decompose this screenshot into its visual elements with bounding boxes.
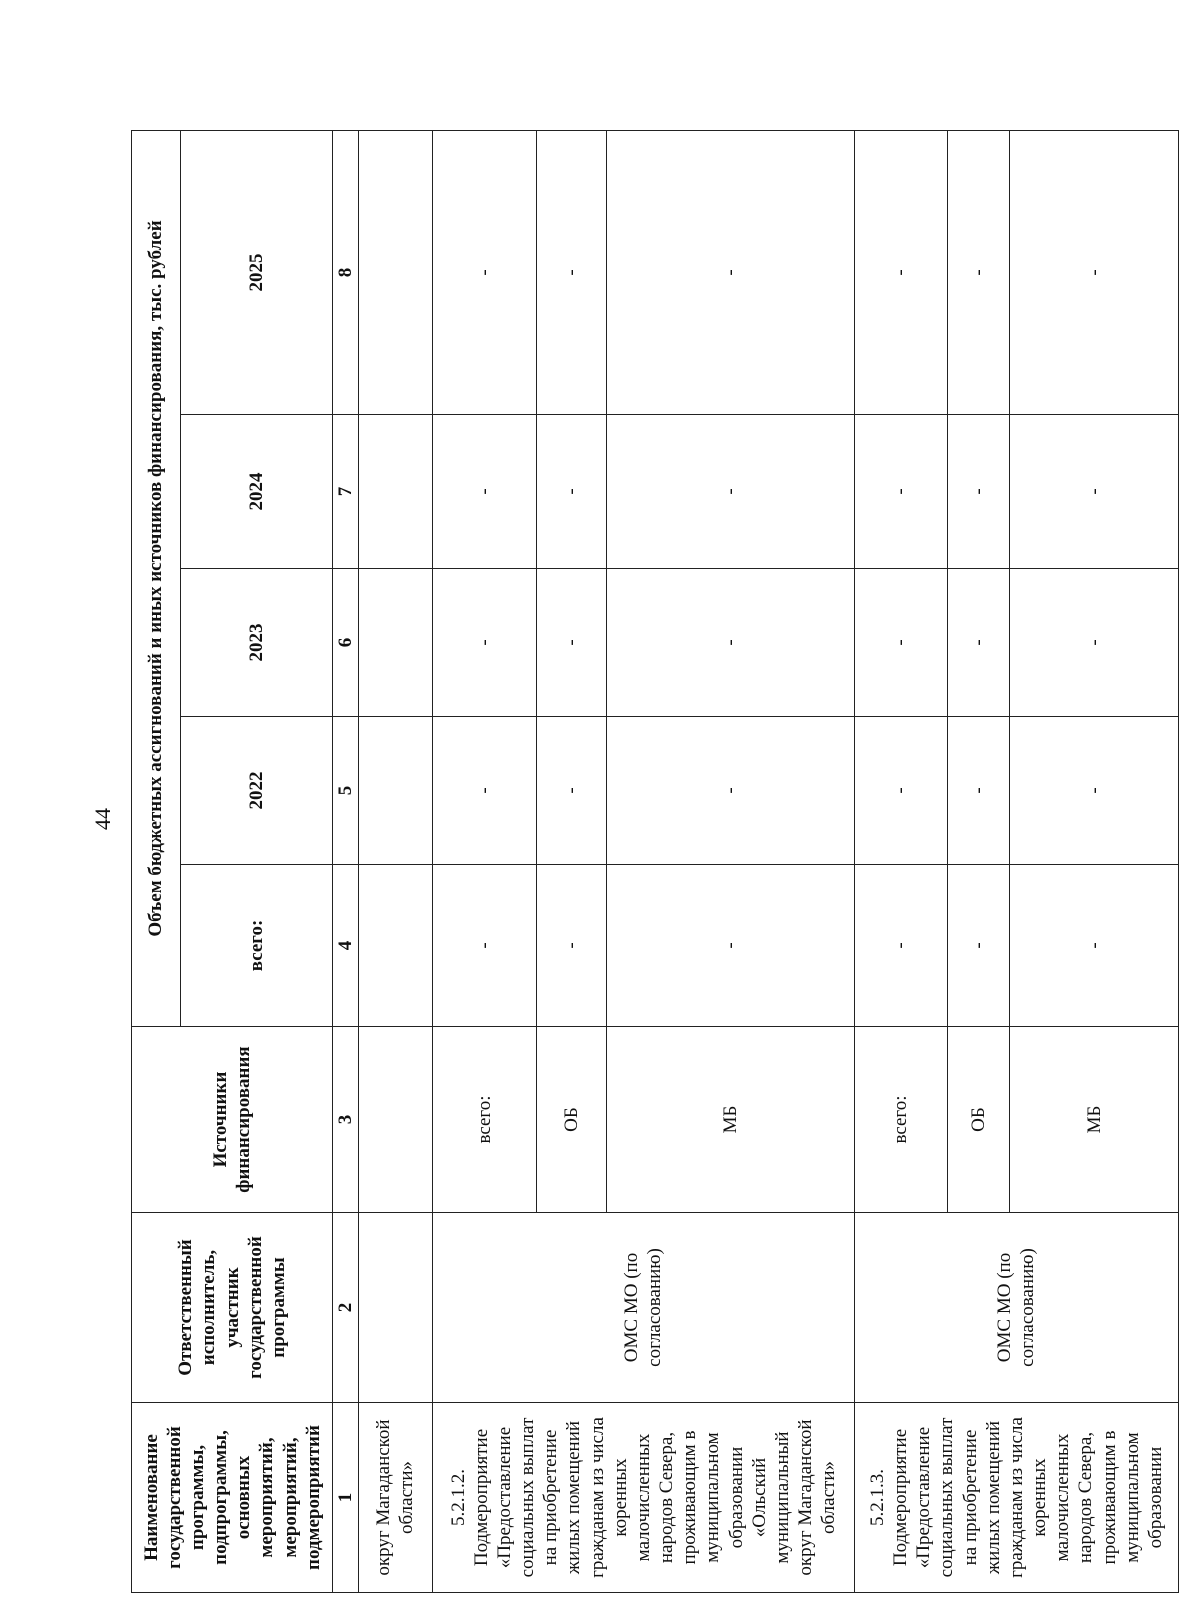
header-funding: Объем бюджетных ассигнований и иных источников финансирования, тыс. рублей: [132, 130, 181, 1026]
responsible-executor: ОМС МО (по согласованию): [432, 1213, 854, 1403]
source-cell: ОБ: [947, 1027, 1010, 1213]
source-cell: ОБ: [536, 1027, 606, 1213]
value-cell: -: [854, 415, 947, 569]
column-number: 4: [333, 865, 359, 1027]
value-cell: -: [432, 865, 536, 1027]
value-cell: -: [606, 717, 854, 865]
value-cell: -: [536, 569, 606, 717]
value-cell: -: [854, 569, 947, 717]
value-cell: -: [536, 865, 606, 1027]
empty-cell: [358, 130, 432, 414]
responsible-executor: ОМС МО (по согласованию): [854, 1213, 1178, 1403]
value-cell: -: [432, 569, 536, 717]
empty-cell: [358, 1027, 432, 1213]
value-cell: -: [432, 130, 536, 414]
table-header-row: [132, 130, 181, 1592]
continuation-name: округ Магаданской области»: [358, 1403, 432, 1593]
subevent-name: 5.2.1.3. Подмероприятие «Предоставление социальных выплат на приобретение жилых помещений гражданам из числа коренных малочисленных народов Севера, проживающим в муниципальном образовании: [854, 1403, 1178, 1593]
value-cell: -: [854, 717, 947, 865]
empty-cell: [358, 569, 432, 717]
empty-cell: [358, 415, 432, 569]
value-cell: -: [606, 130, 854, 414]
value-cell: -: [947, 415, 1010, 569]
header-year-2024: 2024: [180, 415, 333, 569]
header-year-2023: 2023: [180, 569, 333, 717]
value-cell: -: [536, 130, 606, 414]
header-year-2025: 2025: [180, 130, 333, 414]
table-row: [854, 130, 947, 1592]
value-cell: -: [947, 865, 1010, 1027]
value-cell: -: [606, 415, 854, 569]
budget-table: [131, 130, 1179, 1593]
budget-table-sheet: [131, 131, 1179, 1593]
page-number: 44: [90, 808, 115, 830]
source-cell: всего:: [854, 1027, 947, 1213]
value-cell: -: [606, 865, 854, 1027]
column-number: 7: [333, 415, 359, 569]
column-number: 8: [333, 130, 359, 414]
value-cell: -: [1010, 865, 1179, 1027]
column-number: 6: [333, 569, 359, 717]
header-responsible: Ответственный исполнитель, участник государственной программы: [132, 1213, 333, 1403]
source-cell: всего:: [432, 1027, 536, 1213]
value-cell: -: [947, 717, 1010, 865]
value-cell: -: [536, 717, 606, 865]
value-cell: -: [1010, 415, 1179, 569]
subevent-name: 5.2.1.2. Подмероприятие «Предоставление социальных выплат на приобретение жилых помещений гражданам из числа коренных малочисленных народов Севера, проживающим в муниципальном образовании «Ольский муниципальный округ Магаданской области»: [432, 1403, 854, 1593]
table-row: [432, 130, 536, 1592]
value-cell: -: [606, 569, 854, 717]
header-year-2022: 2022: [180, 717, 333, 865]
empty-cell: [358, 865, 432, 1027]
value-cell: -: [1010, 717, 1179, 865]
column-number: 1: [333, 1403, 359, 1593]
value-cell: -: [854, 130, 947, 414]
source-cell: МБ: [1010, 1027, 1179, 1213]
value-cell: -: [947, 130, 1010, 414]
value-cell: -: [947, 569, 1010, 717]
continuation-row: [358, 130, 432, 1592]
empty-cell: [358, 717, 432, 865]
value-cell: -: [854, 865, 947, 1027]
column-number-row: [333, 130, 359, 1592]
source-cell: МБ: [606, 1027, 854, 1213]
value-cell: -: [432, 415, 536, 569]
column-number: 3: [333, 1027, 359, 1213]
column-number: 2: [333, 1213, 359, 1403]
header-total: всего:: [180, 865, 333, 1027]
value-cell: -: [1010, 130, 1179, 414]
value-cell: -: [536, 415, 606, 569]
empty-cell: [358, 1213, 432, 1403]
header-name: Наименование государственной программы, подпрограммы, основных мероприятий, мероприятий, подмероприятий: [132, 1403, 333, 1593]
header-sources: Источники финансирования: [132, 1027, 333, 1213]
column-number: 5: [333, 717, 359, 865]
value-cell: -: [432, 717, 536, 865]
value-cell: -: [1010, 569, 1179, 717]
